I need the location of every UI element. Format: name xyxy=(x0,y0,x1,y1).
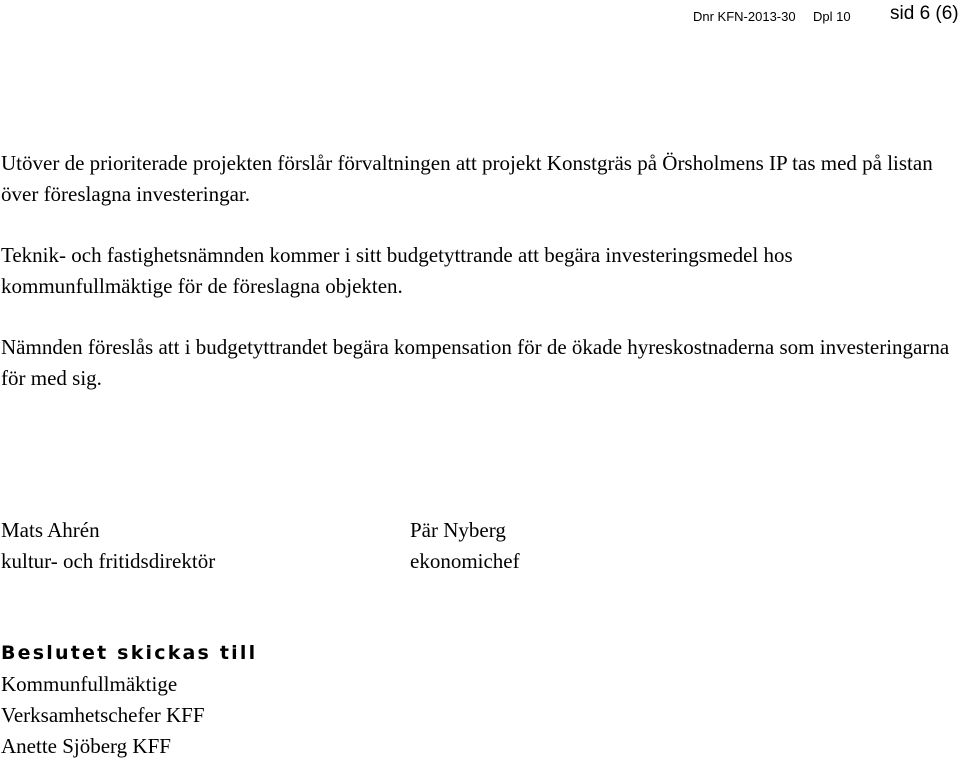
distribution-recipient: Verksamhetschefer KFF xyxy=(1,703,205,727)
document-reference: Dnr KFN-2013-30 xyxy=(693,9,796,24)
signature-block-left xyxy=(1,515,215,577)
agenda-item-number: Dpl 10 xyxy=(813,9,851,24)
distribution-recipient: Anette Sjöberg KFF xyxy=(1,734,171,758)
signatory-name: Pär Nyberg xyxy=(410,518,506,542)
distribution-heading: Beslutet skickas till xyxy=(1,642,258,664)
signatory-title: kultur- och fritidsdirektör xyxy=(1,549,216,573)
paragraph-compensation: Nämnden föreslås att i budgetyttrandet begära kompensation för de ökade hyreskostnaderna som investeringarna för med sig. xyxy=(1,335,950,390)
signature-block-right xyxy=(410,515,520,577)
paragraph-budget-statement: Teknik- och fastighetsnämnden kommer i sitt budgetyttrande att begära investeringsmedel hos kommunfullmäktige för de föreslagna objekten. xyxy=(1,243,793,298)
distribution-list xyxy=(1,638,257,762)
page-number: sid 6 (6) xyxy=(890,3,959,24)
signatory-title: ekonomichef xyxy=(410,549,520,573)
paragraph-proposal: Utöver de prioriterade projekten förslår förvaltningen att projekt Konstgräs på Örsholmens IP tas med på listan över föreslagna investeringar. xyxy=(1,151,933,206)
signatory-name: Mats Ahrén xyxy=(1,518,100,542)
distribution-recipient: Kommunfullmäktige xyxy=(1,672,178,696)
page-header xyxy=(0,3,960,29)
